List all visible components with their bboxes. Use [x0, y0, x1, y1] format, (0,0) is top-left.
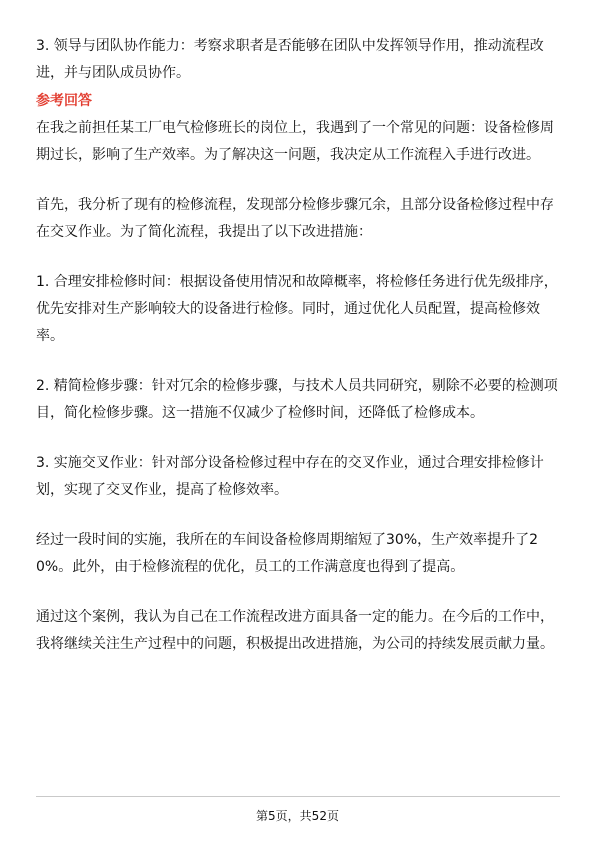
page-number: 第5页，共52页	[256, 809, 339, 823]
paragraph-gap	[36, 169, 560, 192]
paragraph-gap	[36, 581, 560, 604]
answer-heading: 参考回答	[36, 93, 92, 109]
paragraph-gap	[36, 504, 560, 527]
paragraph-gap	[36, 350, 560, 373]
criteria-item-3: 3. 领导与团队协作能力：考察求职者是否能够在团队中发挥领导作用，推动流程改进，并与团队成员协作。	[36, 38, 544, 81]
answer-paragraph-5: 3. 实施交叉作业：针对部分设备检修过程中存在的交叉作业，通过合理安排检修计划，实现了交叉作业，提高了检修效率。	[36, 455, 544, 498]
footer-divider	[36, 796, 560, 797]
answer-paragraph-1: 在我之前担任某工厂电气检修班长的岗位上，我遇到了一个常见的问题：设备检修周期过长，影响了生产效率。为了解决这一问题，我决定从工作流程入手进行改进。	[36, 120, 554, 163]
document-body	[36, 33, 560, 658]
answer-paragraph-4: 2. 精简检修步骤：针对冗余的检修步骤，与技术人员共同研究，剔除不必要的检测项目，简化检修步骤。这一措施不仅减少了检修时间，还降低了检修成本。	[36, 378, 558, 421]
paragraph-gap	[36, 246, 560, 269]
answer-paragraph-7: 通过这个案例，我认为自己在工作流程改进方面具备一定的能力。在今后的工作中，我将继续关注生产过程中的问题，积极提出改进措施，为公司的持续发展贡献力量。	[36, 609, 554, 652]
paragraph-gap	[36, 427, 560, 450]
answer-paragraph-3: 1. 合理安排检修时间：根据设备使用情况和故障概率，将检修任务进行优先级排序，优先安排对生产影响较大的设备进行检修。同时，通过优化人员配置，提高检修效率。	[36, 274, 558, 344]
answer-paragraph-2: 首先，我分析了现有的检修流程，发现部分检修步骤冗余，且部分设备检修过程中存在交叉作业。为了简化流程，我提出了以下改进措施：	[36, 197, 554, 240]
answer-paragraph-6: 经过一段时间的实施，我所在的车间设备检修周期缩短了30%，生产效率提升了20%。此外，由于检修流程的优化，员工的工作满意度也得到了提高。	[36, 532, 539, 575]
